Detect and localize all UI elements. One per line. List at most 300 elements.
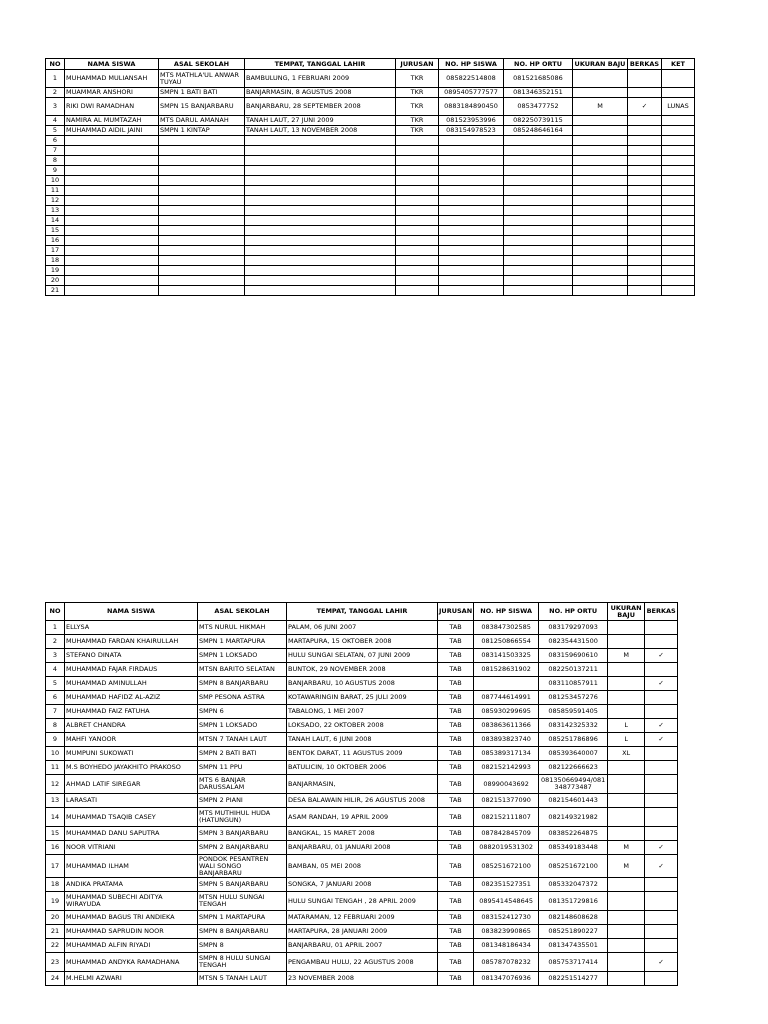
cell-berkas: ✓: [645, 953, 678, 972]
cell-no: 17: [46, 855, 65, 878]
cell-nama-siswa: NAMIRA AL MUMTAZAH: [65, 116, 159, 126]
cell-berkas: [645, 794, 678, 808]
cell-tempat-tanggal-lahir: LOKSADO, 22 OKTOBER 2008: [287, 719, 438, 733]
cell-ukuran-baju: [608, 705, 645, 719]
cell-ukuran-baju: M: [573, 98, 628, 116]
cell-nama-siswa: [65, 206, 159, 216]
cell-hp-siswa: 0895414548645: [474, 892, 539, 911]
cell-tempat-tanggal-lahir: BANJARBARU, 28 SEPTEMBER 2008: [245, 98, 396, 116]
cell-hp-siswa: [439, 256, 504, 266]
cell-ukuran-baju: [608, 775, 645, 794]
header-ukuran-baju: UKURAN BAJU: [573, 59, 628, 70]
cell-ket: [662, 146, 695, 156]
cell-berkas: [645, 775, 678, 794]
cell-hp-ortu: [504, 156, 573, 166]
cell-nama-siswa: [65, 226, 159, 236]
table-row: [46, 196, 695, 206]
cell-hp-siswa: [439, 136, 504, 146]
cell-nama-siswa: M.HELMI AZWARI: [65, 972, 198, 986]
cell-jurusan: TKR: [396, 126, 439, 136]
cell-ket: [662, 216, 695, 226]
cell-hp-ortu: 081350669494/081 348773487: [539, 775, 608, 794]
cell-ket: [662, 236, 695, 246]
table-row: [46, 794, 678, 808]
cell-ukuran-baju: [573, 276, 628, 286]
cell-berkas: [628, 88, 662, 98]
cell-ukuran-baju: [608, 827, 645, 841]
cell-ket: [662, 70, 695, 88]
cell-hp-ortu: 082122666623: [539, 761, 608, 775]
cell-hp-siswa: [439, 236, 504, 246]
cell-asal-sekolah: [159, 156, 245, 166]
table-row: [46, 166, 695, 176]
cell-berkas: [628, 126, 662, 136]
cell-asal-sekolah: [159, 256, 245, 266]
cell-hp-siswa: 0883184890450: [439, 98, 504, 116]
cell-hp-ortu: 085859591405: [539, 705, 608, 719]
cell-tempat-tanggal-lahir: BANJARMASIN, 8 AGUSTUS 2008: [245, 88, 396, 98]
table-row: [46, 621, 678, 635]
cell-hp-siswa: 085251672100: [474, 855, 539, 878]
cell-no: 18: [46, 878, 65, 892]
cell-hp-ortu: 082250739115: [504, 116, 573, 126]
cell-hp-ortu: 085251672100: [539, 855, 608, 878]
cell-tempat-tanggal-lahir: [245, 236, 396, 246]
cell-asal-sekolah: MTS MATHLA'UL ANWAR TUYAU: [159, 70, 245, 88]
cell-tempat-tanggal-lahir: [245, 176, 396, 186]
cell-hp-siswa: 082152142993: [474, 761, 539, 775]
cell-berkas: [645, 925, 678, 939]
cell-tempat-tanggal-lahir: ASAM RANDAH, 19 APRIL 2009: [287, 808, 438, 827]
cell-nama-siswa: MUHAMMAD SAPRUDIN NOOR: [65, 925, 198, 939]
cell-tempat-tanggal-lahir: BANJARBARU, 10 AGUSTUS 2008: [287, 677, 438, 691]
cell-asal-sekolah: PONDOK PESANTREN WALI SONGO BANJARBARU: [198, 855, 287, 878]
cell-ket: [662, 276, 695, 286]
cell-no: 11: [46, 761, 65, 775]
table-row: [46, 216, 695, 226]
cell-hp-ortu: [504, 266, 573, 276]
cell-jurusan: [396, 276, 439, 286]
cell-tempat-tanggal-lahir: [245, 156, 396, 166]
cell-berkas: [645, 878, 678, 892]
cell-jurusan: TKR: [396, 70, 439, 88]
cell-ket: LUNAS: [662, 98, 695, 116]
cell-no: 19: [46, 266, 65, 276]
student-table-tab: [45, 602, 678, 986]
cell-tempat-tanggal-lahir: HULU SUNGAI SELATAN, 07 JUNI 2009: [287, 649, 438, 663]
cell-no: 23: [46, 953, 65, 972]
cell-nama-siswa: ELLYSA: [65, 621, 198, 635]
cell-ukuran-baju: [608, 621, 645, 635]
cell-no: 13: [46, 794, 65, 808]
cell-ukuran-baju: [608, 808, 645, 827]
cell-tempat-tanggal-lahir: [245, 186, 396, 196]
cell-nama-siswa: [65, 236, 159, 246]
cell-ukuran-baju: L: [608, 733, 645, 747]
table-row: [46, 855, 678, 878]
cell-hp-siswa: 083847302585: [474, 621, 539, 635]
table-row: [46, 925, 678, 939]
table-row: [46, 286, 695, 296]
cell-hp-siswa: [439, 206, 504, 216]
cell-berkas: [628, 206, 662, 216]
table-row: [46, 719, 678, 733]
cell-ket: [662, 126, 695, 136]
cell-asal-sekolah: [159, 266, 245, 276]
cell-asal-sekolah: [159, 246, 245, 256]
cell-ukuran-baju: [573, 286, 628, 296]
cell-nama-siswa: STEFANO DINATA: [65, 649, 198, 663]
cell-ukuran-baju: [573, 146, 628, 156]
cell-berkas: [645, 635, 678, 649]
table-row: [46, 256, 695, 266]
table-row: [46, 88, 695, 98]
cell-nama-siswa: [65, 146, 159, 156]
cell-jurusan: [396, 236, 439, 246]
cell-ukuran-baju: [608, 925, 645, 939]
cell-hp-siswa: [439, 176, 504, 186]
table-row: [46, 635, 678, 649]
cell-ket: [662, 246, 695, 256]
cell-hp-siswa: [439, 266, 504, 276]
cell-asal-sekolah: SMP PESONA ASTRA: [198, 691, 287, 705]
cell-hp-ortu: 082354431500: [539, 635, 608, 649]
cell-ukuran-baju: [573, 126, 628, 136]
cell-no: 18: [46, 256, 65, 266]
cell-tempat-tanggal-lahir: MARTAPURA, 28 JANUARI 2009: [287, 925, 438, 939]
cell-asal-sekolah: [159, 146, 245, 156]
cell-ukuran-baju: [573, 156, 628, 166]
header-hp-ortu: NO. HP ORTU: [539, 603, 608, 621]
student-table-tkr: [45, 58, 695, 296]
table-row: [46, 827, 678, 841]
cell-no: 19: [46, 892, 65, 911]
cell-ket: [662, 136, 695, 146]
cell-tempat-tanggal-lahir: BATULICIN, 10 OKTOBER 2006: [287, 761, 438, 775]
cell-ukuran-baju: [573, 196, 628, 206]
cell-asal-sekolah: MTS DARUL AMANAH: [159, 116, 245, 126]
cell-nama-siswa: MUHAMMAD FARDAN KHAIRULLAH: [65, 635, 198, 649]
cell-ukuran-baju: [573, 236, 628, 246]
cell-jurusan: [396, 196, 439, 206]
cell-no: 10: [46, 747, 65, 761]
cell-nama-siswa: MUHAMMAD FAJAR FIRDAUS: [65, 663, 198, 677]
cell-nama-siswa: MUAMMAR ANSHORI: [65, 88, 159, 98]
cell-tempat-tanggal-lahir: PALAM, 06 JUNI 2007: [287, 621, 438, 635]
header-asal-sekolah: ASAL SEKOLAH: [198, 603, 287, 621]
cell-jurusan: [396, 226, 439, 236]
cell-jurusan: TAB: [438, 939, 474, 953]
cell-hp-ortu: 081253457276: [539, 691, 608, 705]
cell-no: 7: [46, 146, 65, 156]
cell-tempat-tanggal-lahir: [245, 276, 396, 286]
cell-berkas: ✓: [645, 841, 678, 855]
cell-ukuran-baju: M: [608, 855, 645, 878]
cell-ukuran-baju: [573, 226, 628, 236]
cell-ukuran-baju: [608, 953, 645, 972]
cell-tempat-tanggal-lahir: TANAH LAUT, 13 NOVEMBER 2008: [245, 126, 396, 136]
cell-asal-sekolah: SMPN 8: [198, 939, 287, 953]
table-row: [46, 911, 678, 925]
cell-ukuran-baju: [573, 88, 628, 98]
cell-hp-siswa: 0895405777577: [439, 88, 504, 98]
cell-jurusan: TAB: [438, 878, 474, 892]
cell-nama-siswa: [65, 166, 159, 176]
cell-nama-siswa: ALBRET CHANDRA: [65, 719, 198, 733]
cell-hp-ortu: 085248646164: [504, 126, 573, 136]
table-row: [46, 733, 678, 747]
table-row: [46, 226, 695, 236]
cell-ket: [662, 206, 695, 216]
cell-ukuran-baju: [608, 635, 645, 649]
cell-berkas: [628, 216, 662, 226]
table-row: [46, 705, 678, 719]
cell-asal-sekolah: [159, 276, 245, 286]
cell-hp-siswa: [439, 186, 504, 196]
cell-nama-siswa: [65, 256, 159, 266]
cell-hp-siswa: [439, 226, 504, 236]
cell-berkas: [628, 226, 662, 236]
cell-jurusan: TAB: [438, 925, 474, 939]
header-tempat-tanggal-lahir: TEMPAT, TANGGAL LAHIR: [287, 603, 438, 621]
cell-no: 21: [46, 925, 65, 939]
cell-berkas: [628, 236, 662, 246]
cell-asal-sekolah: [159, 286, 245, 296]
cell-no: 11: [46, 186, 65, 196]
cell-tempat-tanggal-lahir: [245, 206, 396, 216]
cell-tempat-tanggal-lahir: TANAH LAUT, 6 JUNI 2008: [287, 733, 438, 747]
cell-hp-siswa: 085389317134: [474, 747, 539, 761]
cell-ukuran-baju: [573, 176, 628, 186]
cell-ukuran-baju: M: [608, 841, 645, 855]
cell-berkas: [645, 747, 678, 761]
cell-hp-ortu: 085332047372: [539, 878, 608, 892]
cell-tempat-tanggal-lahir: [245, 136, 396, 146]
cell-tempat-tanggal-lahir: MARTAPURA, 15 OKTOBER 2008: [287, 635, 438, 649]
table-row: [46, 146, 695, 156]
cell-jurusan: TAB: [438, 649, 474, 663]
cell-berkas: [628, 256, 662, 266]
cell-asal-sekolah: SMPN 6: [198, 705, 287, 719]
cell-berkas: [628, 176, 662, 186]
table-row: [46, 126, 695, 136]
cell-no: 10: [46, 176, 65, 186]
cell-ukuran-baju: [573, 186, 628, 196]
cell-ukuran-baju: [573, 256, 628, 266]
cell-no: 20: [46, 911, 65, 925]
cell-ket: [662, 116, 695, 126]
cell-ukuran-baju: [573, 136, 628, 146]
cell-asal-sekolah: [159, 216, 245, 226]
cell-berkas: [645, 691, 678, 705]
cell-ukuran-baju: [608, 663, 645, 677]
cell-hp-siswa: 085822514808: [439, 70, 504, 88]
cell-berkas: [645, 663, 678, 677]
cell-berkas: [645, 705, 678, 719]
cell-no: 15: [46, 226, 65, 236]
cell-jurusan: [396, 206, 439, 216]
cell-hp-ortu: [504, 286, 573, 296]
cell-jurusan: TAB: [438, 761, 474, 775]
cell-jurusan: TKR: [396, 88, 439, 98]
cell-berkas: ✓: [645, 855, 678, 878]
cell-ukuran-baju: [573, 206, 628, 216]
cell-jurusan: TKR: [396, 116, 439, 126]
cell-jurusan: TAB: [438, 719, 474, 733]
cell-jurusan: TAB: [438, 705, 474, 719]
cell-asal-sekolah: MTS 6 BANJAR DARUSSALAM: [198, 775, 287, 794]
cell-nama-siswa: [65, 216, 159, 226]
table-row: [46, 841, 678, 855]
cell-tempat-tanggal-lahir: BAMBULUNG, 1 FEBRUARI 2009: [245, 70, 396, 88]
cell-ukuran-baju: [608, 761, 645, 775]
table-row: [46, 892, 678, 911]
cell-hp-ortu: 0853477752: [504, 98, 573, 116]
table-row: [46, 761, 678, 775]
cell-ukuran-baju: [573, 246, 628, 256]
table-row: [46, 206, 695, 216]
cell-nama-siswa: MUHAMMAD ANDYKA RAMADHANA: [65, 953, 198, 972]
cell-nama-siswa: MUHAMMAD SUBECHI ADITYA WIRAYUDA: [65, 892, 198, 911]
cell-no: 16: [46, 236, 65, 246]
cell-berkas: [645, 939, 678, 953]
cell-berkas: [645, 911, 678, 925]
cell-nama-siswa: MUHAMMAD TSAQIB CASEY: [65, 808, 198, 827]
cell-jurusan: TAB: [438, 953, 474, 972]
cell-hp-siswa: 082151377090: [474, 794, 539, 808]
cell-hp-siswa: 087842845709: [474, 827, 539, 841]
header-hp-siswa: NO. HP SISWA: [474, 603, 539, 621]
cell-hp-ortu: 081521685086: [504, 70, 573, 88]
cell-jurusan: [396, 176, 439, 186]
cell-berkas: [645, 761, 678, 775]
cell-no: 8: [46, 719, 65, 733]
cell-ukuran-baju: [608, 677, 645, 691]
cell-jurusan: TAB: [438, 733, 474, 747]
header-no: NO: [46, 603, 65, 621]
cell-asal-sekolah: MTS MUTHIHUL HUDA (HATUNGUN): [198, 808, 287, 827]
cell-asal-sekolah: SMPN 8 BANJARBARU: [198, 677, 287, 691]
cell-jurusan: TAB: [438, 794, 474, 808]
cell-no: 8: [46, 156, 65, 166]
cell-jurusan: TAB: [438, 855, 474, 878]
header-asal-sekolah: ASAL SEKOLAH: [159, 59, 245, 70]
cell-tempat-tanggal-lahir: BAMBAN, 05 MEI 2008: [287, 855, 438, 878]
cell-hp-ortu: [504, 176, 573, 186]
cell-hp-ortu: 081347435501: [539, 939, 608, 953]
table-row: [46, 808, 678, 827]
table-row: [46, 156, 695, 166]
cell-hp-ortu: [504, 186, 573, 196]
cell-hp-ortu: 085393640007: [539, 747, 608, 761]
cell-berkas: [628, 136, 662, 146]
cell-nama-siswa: AHMAD LATIF SIREGAR: [65, 775, 198, 794]
cell-tempat-tanggal-lahir: 23 NOVEMBER 2008: [287, 972, 438, 986]
cell-tempat-tanggal-lahir: [245, 246, 396, 256]
cell-no: 1: [46, 621, 65, 635]
table-row: [46, 677, 678, 691]
header-hp-ortu: NO. HP ORTU: [504, 59, 573, 70]
cell-no: 20: [46, 276, 65, 286]
cell-hp-siswa: 081528631902: [474, 663, 539, 677]
cell-ket: [662, 88, 695, 98]
cell-hp-siswa: [439, 166, 504, 176]
cell-berkas: [628, 146, 662, 156]
cell-nama-siswa: MUHAMMAD DANU SAPUTRA: [65, 827, 198, 841]
table-row: [46, 953, 678, 972]
cell-tempat-tanggal-lahir: [245, 166, 396, 176]
cell-no: 15: [46, 827, 65, 841]
cell-no: 4: [46, 116, 65, 126]
cell-asal-sekolah: SMPN 5 BANJARBARU: [198, 878, 287, 892]
cell-ukuran-baju: [573, 116, 628, 126]
cell-nama-siswa: [65, 186, 159, 196]
cell-nama-siswa: MAHFI YANOOR: [65, 733, 198, 747]
table-row: [46, 186, 695, 196]
header-jurusan: JURUSAN: [438, 603, 474, 621]
cell-hp-ortu: [504, 226, 573, 236]
cell-tempat-tanggal-lahir: KOTAWARINGIN BARAT, 25 JULI 2009: [287, 691, 438, 705]
header-berkas: BERKAS: [628, 59, 662, 70]
cell-nama-siswa: MUHAMMAD BAGUS TRI ANDIEKA: [65, 911, 198, 925]
cell-asal-sekolah: SMPN 3 BANJARBARU: [198, 827, 287, 841]
cell-berkas: [628, 286, 662, 296]
cell-jurusan: [396, 166, 439, 176]
cell-tempat-tanggal-lahir: MATARAMAN, 12 FEBRUARI 2009: [287, 911, 438, 925]
cell-tempat-tanggal-lahir: BUNTOK, 29 NOVEMBER 2008: [287, 663, 438, 677]
cell-hp-ortu: 083159690610: [539, 649, 608, 663]
cell-ukuran-baju: M: [608, 649, 645, 663]
header-jurusan: JURUSAN: [396, 59, 439, 70]
cell-ket: [662, 286, 695, 296]
cell-jurusan: TAB: [438, 808, 474, 827]
cell-asal-sekolah: [159, 166, 245, 176]
cell-tempat-tanggal-lahir: BENTOK DARAT, 11 AGUSTUS 2009: [287, 747, 438, 761]
cell-berkas: [628, 166, 662, 176]
cell-nama-siswa: [65, 276, 159, 286]
header-ukuran-baju: UKURAN BAJU: [608, 603, 645, 621]
cell-nama-siswa: [65, 156, 159, 166]
cell-jurusan: TAB: [438, 635, 474, 649]
cell-ukuran-baju: [573, 70, 628, 88]
table-row: [46, 176, 695, 186]
cell-tempat-tanggal-lahir: DESA BALAWAIN HILIR, 26 AGUSTUS 2008: [287, 794, 438, 808]
cell-asal-sekolah: SMPN 1 LOKSADO: [198, 649, 287, 663]
cell-berkas: ✓: [645, 649, 678, 663]
cell-tempat-tanggal-lahir: HULU SUNGAI TENGAH , 28 APRIL 2009: [287, 892, 438, 911]
cell-nama-siswa: MUMPUNI SUKOWATI: [65, 747, 198, 761]
cell-no: 12: [46, 196, 65, 206]
cell-hp-ortu: [504, 196, 573, 206]
cell-nama-siswa: [65, 266, 159, 276]
cell-nama-siswa: M.S BOYHEDO JAYAKHITO PRAKOSO: [65, 761, 198, 775]
cell-no: 2: [46, 635, 65, 649]
cell-tempat-tanggal-lahir: TANAH LAUT, 27 JUNI 2009: [245, 116, 396, 126]
header-nama-siswa: NAMA SISWA: [65, 59, 159, 70]
cell-tempat-tanggal-lahir: SONGKA, 7 JANUARI 2008: [287, 878, 438, 892]
cell-ukuran-baju: [608, 878, 645, 892]
cell-hp-siswa: [439, 146, 504, 156]
cell-no: 16: [46, 841, 65, 855]
cell-ket: [662, 196, 695, 206]
cell-hp-ortu: [504, 136, 573, 146]
cell-asal-sekolah: [159, 186, 245, 196]
cell-asal-sekolah: [159, 196, 245, 206]
table-row: [46, 878, 678, 892]
cell-nama-siswa: ANDIKA PRATAMA: [65, 878, 198, 892]
cell-nama-siswa: MUHAMMAD FAIZ FATUHA: [65, 705, 198, 719]
cell-hp-siswa: [439, 276, 504, 286]
